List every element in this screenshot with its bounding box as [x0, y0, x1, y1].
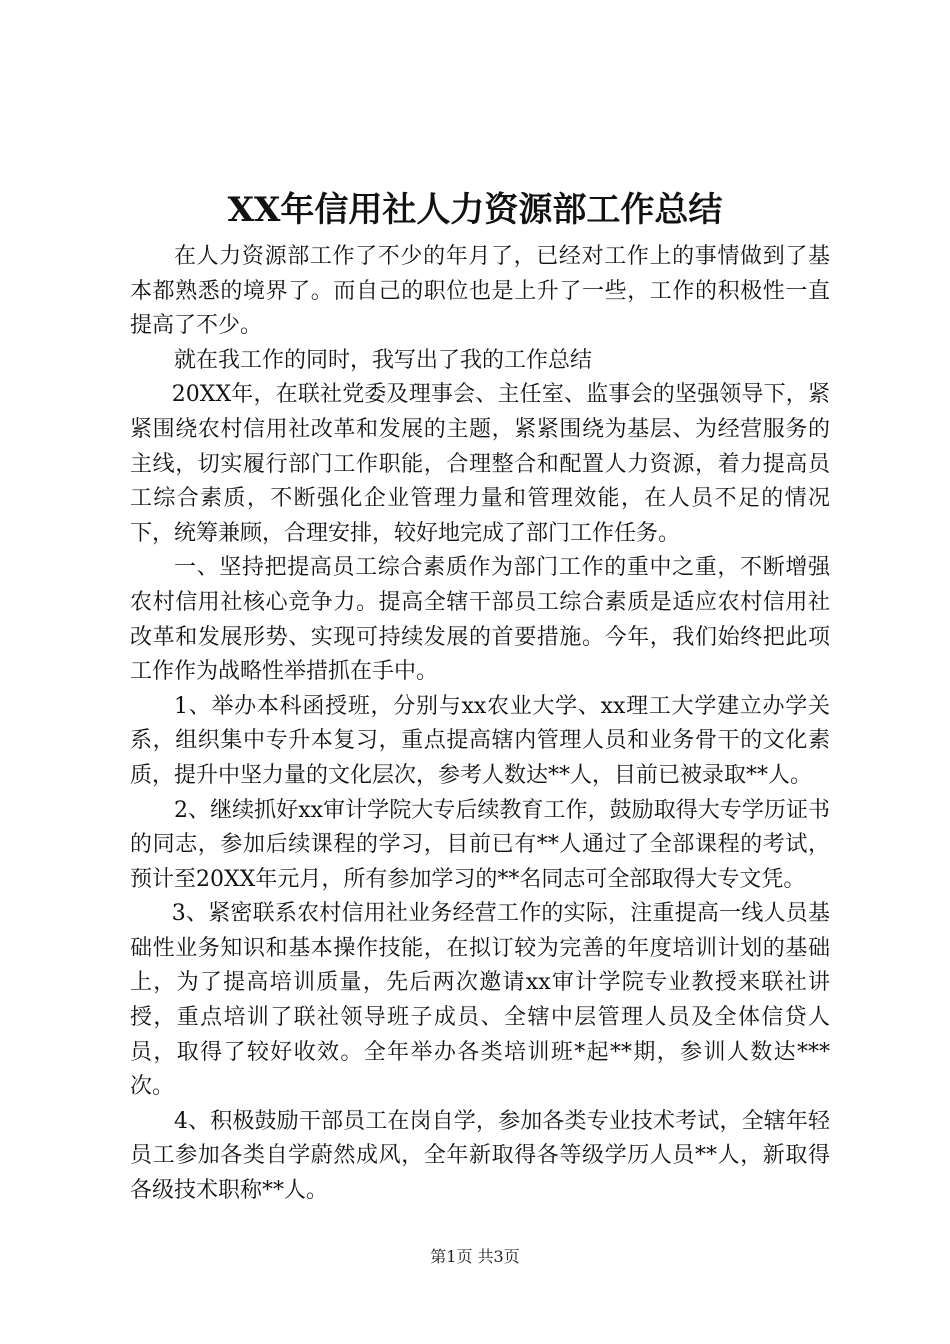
paragraph-intro: 在人力资源部工作了不少的年月了，已经对工作上的事情做到了基本都熟悉的境界了。而自己的职位也是上升了一些，工作的积极性一直提高了不少。 [130, 244, 830, 339]
paragraph-item-3: 3、紧密联系农村信用社业务经营工作的实际，注重提高一线人员基础性业务知识和基本操作技能，在拟订较为完善的年度培训计划的基础上，为了提高培训质量，先后两次邀请xx审计学院专业教授来联社讲授，重点培训了联社领导班子成员、全辖中层管理人员及全体信贷人员，取得了较好收效。全年举办各类培训班*起**期，参训人数达***次。 [130, 901, 830, 1100]
paragraph-lead-in: 就在我工作的同时，我写出了我的工作总结 [174, 347, 593, 373]
paragraph-overview: 20XX年，在联社党委及理事会、主任室、监事会的坚强领导下，紧紧围绕农村信用社改革和发展的主题，紧紧围绕为基层、为经营服务的主线，切实履行部门工作职能，合理整合和配置人力资源，着力提高员工综合素质，不断强化企业管理力量和管理效能，在人员不足的情况下，统筹兼顾，合理安排，较好地完成了部门工作任务。 [130, 382, 830, 546]
paragraph-item-1: 1、举办本科函授班，分别与xx农业大学、xx理工大学建立办学关系，组织集中专升本复习，重点提高辖内管理人员和业务骨干的文化素质，提升中坚力量的文化层次，参考人数达**人，目前已被录取**人。 [130, 693, 830, 788]
document-body [130, 240, 830, 1209]
document-title: XX年信用社人力资源部工作总结 [227, 190, 723, 230]
page-number-footer: 第1页 共3页 [430, 1247, 520, 1266]
paragraph-item-2: 2、继续抓好xx审计学院大专后续教育工作，鼓励取得大专学历证书的同志，参加后续课程的学习，目前已有**人通过了全部课程的考试，预计至20XX年元月，所有参加学习的**名同志可全部取得大专文凭。 [130, 797, 830, 892]
paragraph-section-one: 一、坚持把提高员工综合素质作为部门工作的重中之重，不断增强农村信用社核心竞争力。提高全辖干部员工综合素质是适应农村信用社改革和发展形势、实现可持续发展的首要措施。今年，我们始终把此项工作作为战略性举措抓在手中。 [130, 555, 830, 685]
paragraph-item-4: 4、积极鼓励干部员工在岗自学，参加各类专业技术考试，全辖年轻员工参加各类自学蔚然成风，全年新取得各等级学历人员**人，新取得各级技术职称**人。 [130, 1108, 830, 1204]
